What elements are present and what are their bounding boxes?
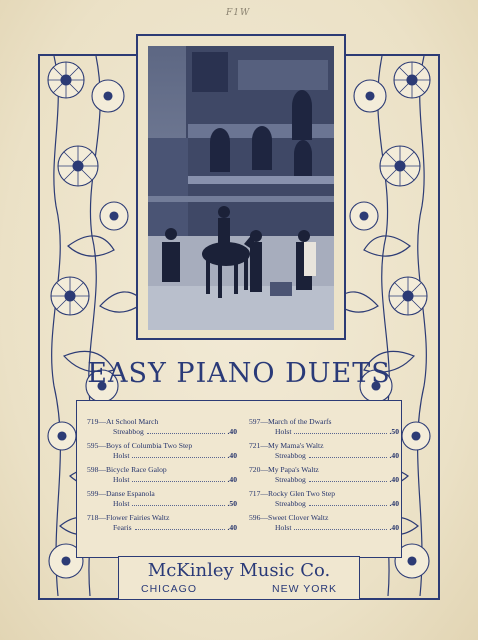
page-title: EASY PIANO DUETS	[87, 358, 391, 389]
catalog-entry	[87, 513, 237, 537]
entry-price: .40	[389, 475, 399, 484]
entry-composer: Holst	[113, 475, 130, 484]
publisher-name: McKinley Music Co.	[147, 560, 331, 581]
entry-title: 720—My Papa's Waltz	[249, 465, 319, 474]
leader-dots	[294, 523, 386, 530]
entry-title: 595—Boys of Columbia Two Step	[87, 441, 193, 450]
entry-price: .40	[389, 523, 399, 532]
entry-price: .50	[389, 427, 399, 436]
entry-composer: Holst	[113, 499, 130, 508]
entry-composer: Holst	[275, 523, 292, 532]
catalog-entry	[87, 417, 237, 441]
leader-dots	[309, 499, 387, 506]
leader-dots	[309, 475, 387, 482]
catalog-entry	[249, 489, 399, 513]
leader-dots	[294, 427, 386, 434]
entry-price: .40	[227, 523, 237, 532]
entry-price: .40	[227, 451, 237, 460]
publisher-city-left: CHICAGO	[141, 583, 198, 595]
entry-composer: Streabbog	[275, 475, 306, 484]
entry-price: .40	[389, 499, 399, 508]
entry-title: 719—At School March	[87, 417, 159, 426]
publisher-city-right: NEW YORK	[272, 583, 337, 595]
leader-dots	[132, 451, 224, 458]
catalog-entry	[249, 513, 399, 537]
leader-dots	[132, 499, 224, 506]
catalog-entry	[249, 441, 399, 465]
entry-price: .40	[389, 451, 399, 460]
entry-composer: Streabbog	[275, 499, 306, 508]
entry-price: .40	[227, 427, 237, 436]
catalog-entry	[87, 465, 237, 489]
entry-composer: Holst	[275, 427, 292, 436]
entry-title: 596—Sweet Clover Waltz	[249, 513, 329, 522]
entry-title: 718—Flower Fairies Waltz	[87, 513, 170, 522]
catalog-entry	[249, 417, 399, 441]
leader-dots	[147, 427, 225, 434]
street-scene-illustration	[148, 46, 334, 330]
catalog-column-right	[249, 417, 399, 537]
catalog-entry	[87, 441, 237, 465]
catalog-box	[76, 400, 402, 558]
pencil-mark: F1W	[226, 8, 251, 18]
entry-price: .50	[227, 499, 237, 508]
catalog-column-left	[87, 417, 237, 537]
leader-dots	[132, 475, 224, 482]
entry-title: 597—March of the Dwarfs	[249, 417, 332, 426]
catalog-entry	[249, 465, 399, 489]
entry-title: 598—Bicycle Race Galop	[87, 465, 167, 474]
entry-composer: Streabbog	[113, 427, 144, 436]
catalog-entry	[87, 489, 237, 513]
entry-composer: Fearis	[113, 523, 132, 532]
entry-composer: Holst	[113, 451, 130, 460]
publisher-box	[118, 556, 360, 600]
leader-dots	[135, 523, 225, 530]
entry-title: 717—Rocky Glen Two Step	[249, 489, 336, 498]
entry-price: .40	[227, 475, 237, 484]
entry-title: 721—My Mama's Waltz	[249, 441, 324, 450]
entry-composer: Streabbog	[275, 451, 306, 460]
leader-dots	[309, 451, 387, 458]
entry-title: 599—Danse Espanola	[87, 489, 155, 498]
